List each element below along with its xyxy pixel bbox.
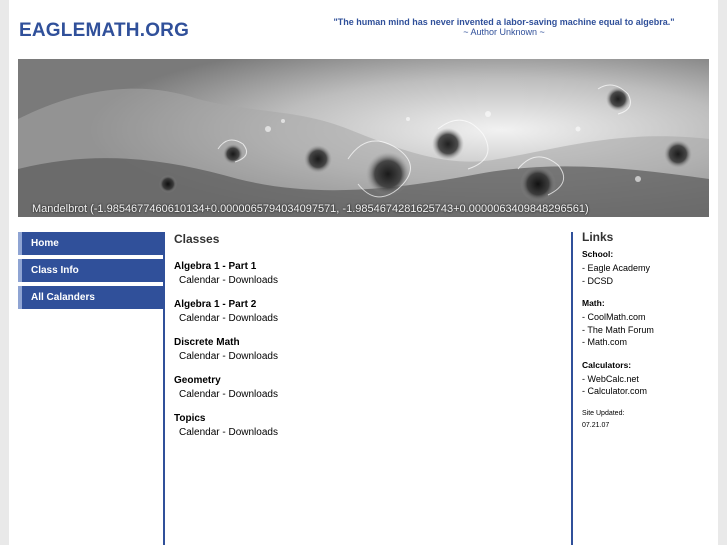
site-title[interactable]: EAGLEMATH.ORG <box>19 20 190 41</box>
nav-item-all-calanders[interactable]: All Calanders <box>18 286 164 309</box>
link-math-forum[interactable]: - The Math Forum <box>582 324 654 335</box>
class-item <box>174 298 564 326</box>
divider-right <box>571 232 573 545</box>
link-math-com[interactable]: - Math.com <box>582 337 628 347</box>
class-name: Geometry <box>174 375 221 386</box>
class-links[interactable]: Calendar - Downloads <box>179 313 278 324</box>
banner-caption: Mandelbrot (-1.9854677460610134+0.0000065794034097571, -1.9854674281625743+0.0000063409848296561) <box>32 203 589 215</box>
class-links[interactable]: Calendar - Downloads <box>179 427 278 438</box>
link-coolmath[interactable]: - CoolMath.com <box>582 312 646 322</box>
class-links[interactable]: Calendar - Downloads <box>179 351 278 362</box>
site-updated-date: 07.21.07 <box>582 421 610 429</box>
link-webcalc[interactable]: - WebCalc.net <box>582 373 639 384</box>
link-eagle-academy[interactable]: - Eagle Academy <box>582 263 651 273</box>
nav-item-class-info[interactable]: Class Info <box>18 259 164 282</box>
class-links[interactable]: Calendar - Downloads <box>179 275 278 286</box>
calculators-label: Calculators: <box>582 359 632 370</box>
class-name: Discrete Math <box>174 337 240 348</box>
class-item <box>174 412 564 440</box>
link-calculator-com[interactable]: - Calculator.com <box>582 386 648 396</box>
links-sidebar <box>582 230 712 432</box>
page-container <box>9 0 718 545</box>
class-name: Algebra 1 - Part 2 <box>174 299 257 310</box>
classes-section <box>174 232 564 450</box>
classes-heading: Classes <box>174 232 220 246</box>
sidebar-nav <box>18 232 164 313</box>
class-name: Topics <box>174 413 206 424</box>
school-links <box>582 262 712 287</box>
class-name: Algebra 1 - Part 1 <box>174 261 257 272</box>
calculator-links <box>582 373 712 398</box>
site-updated-label: Site Updated: <box>582 409 625 417</box>
header-quote <box>324 17 684 37</box>
quote-text: "The human mind has never invented a labor-saving machine equal to algebra." <box>333 17 675 27</box>
links-heading: Links <box>582 230 614 244</box>
class-item <box>174 336 564 364</box>
divider-left <box>163 232 165 545</box>
fractal-banner <box>18 59 709 217</box>
class-links[interactable]: Calendar - Downloads <box>179 389 278 400</box>
link-dcsd[interactable]: - DCSD <box>582 275 613 286</box>
math-label: Math: <box>582 298 605 308</box>
math-links <box>582 311 712 349</box>
mandelbrot-image <box>18 59 709 217</box>
class-item <box>174 374 564 402</box>
school-label: School: <box>582 249 614 259</box>
nav-item-home[interactable]: Home <box>18 232 164 255</box>
class-item <box>174 260 564 288</box>
quote-author: ~ Author Unknown ~ <box>463 27 545 37</box>
